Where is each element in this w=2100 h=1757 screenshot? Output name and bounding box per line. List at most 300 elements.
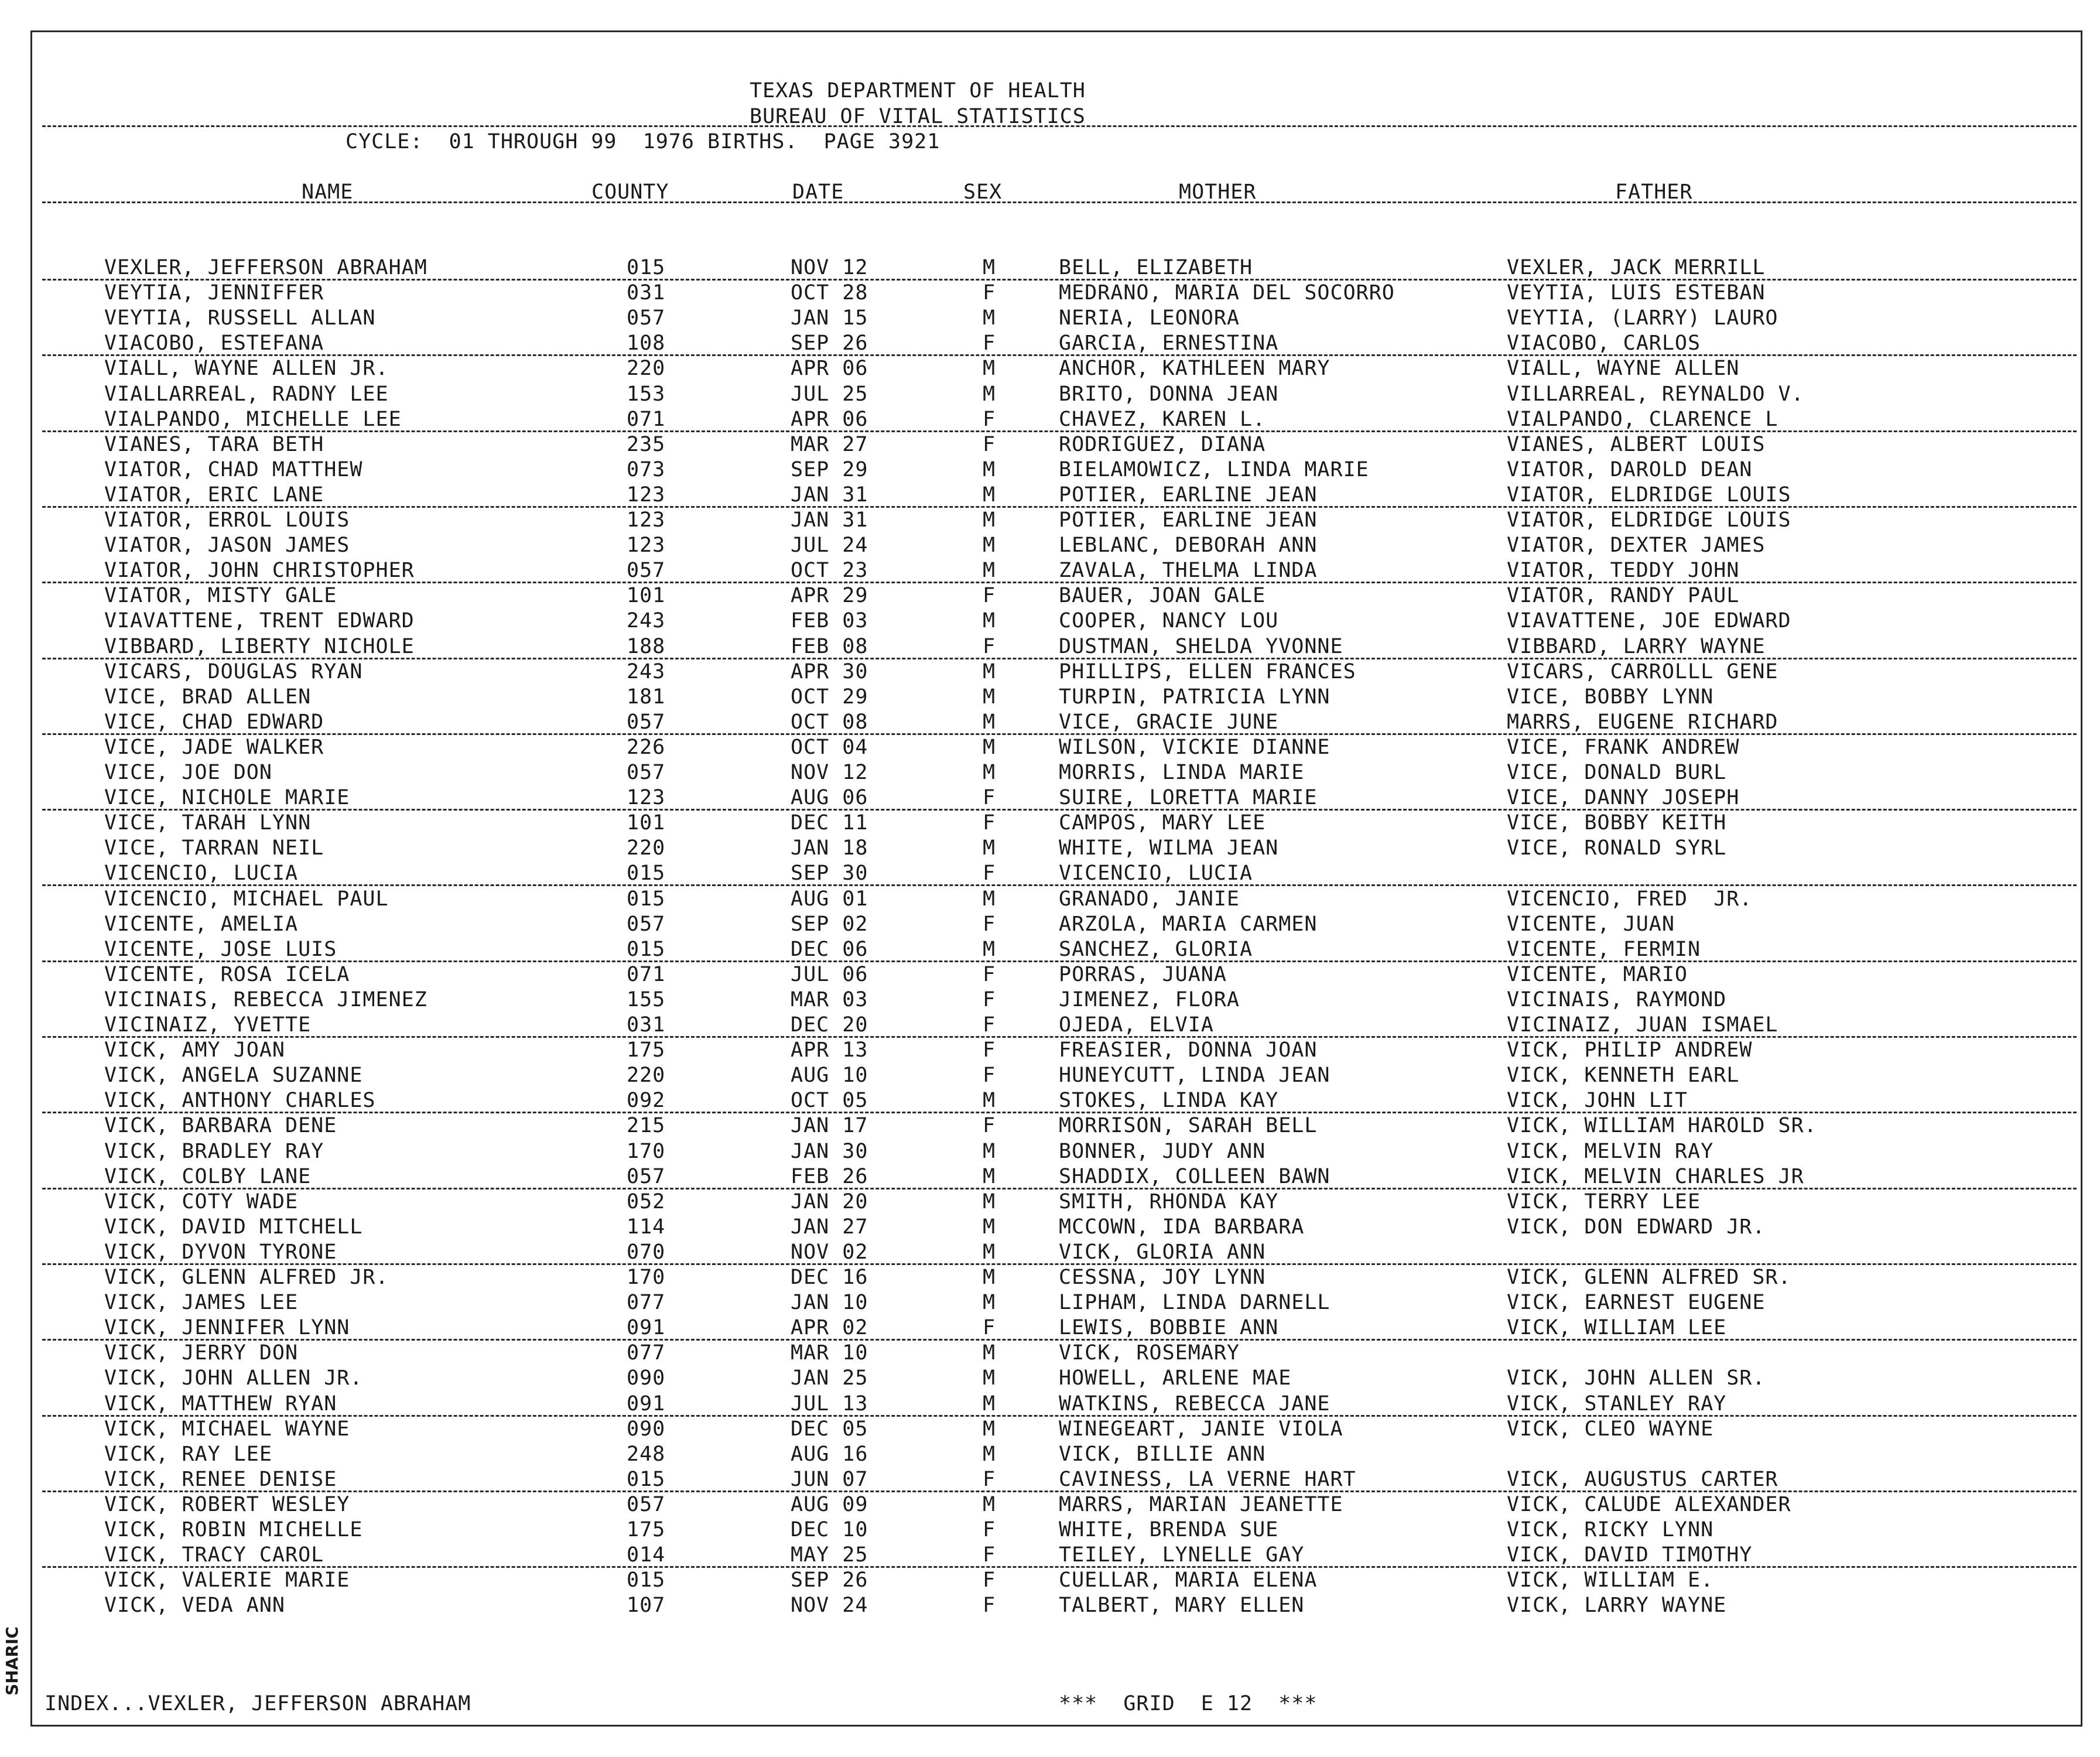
cell-father: VIALPANDO, CLARENCE L [1507, 408, 1778, 431]
cell-sex: F [983, 1468, 996, 1491]
cell-county: 091 [627, 1392, 666, 1416]
cell-father: VIATOR, RANDY PAUL [1507, 584, 1740, 607]
cell-name: VICENTE, ROSA ICELA [104, 963, 350, 986]
table-row [0, 355, 2100, 381]
cell-sex: M [983, 660, 996, 683]
cell-sex: M [983, 1392, 996, 1416]
table-row [0, 1441, 2100, 1467]
table-row [0, 1315, 2100, 1341]
grid-footer: *** GRID E 12 *** [1059, 1692, 1318, 1715]
table-row [0, 381, 2100, 407]
cell-father: VICK, KENNETH EARL [1507, 1064, 1740, 1087]
cell-father: VIANES, ALBERT LOUIS [1507, 433, 1766, 456]
cell-sex: M [983, 1140, 996, 1163]
cell-mother: BIELAMOWICZ, LINDA MARIE [1059, 458, 1369, 481]
cell-date: JAN 25 [791, 1366, 868, 1390]
table-row [0, 255, 2100, 281]
cell-date: SEP 26 [791, 1568, 868, 1592]
column-header-father: FATHER [1615, 180, 1693, 204]
cell-sex: M [983, 1341, 996, 1365]
cell-name: VICK, BARBARA DENE [104, 1114, 337, 1137]
cell-father: VICK, DAVID TIMOTHY [1507, 1543, 1753, 1567]
cell-county: 052 [627, 1190, 666, 1214]
cell-sex: F [983, 988, 996, 1011]
cell-name: VICK, MATTHEW RYAN [104, 1392, 337, 1416]
cell-date: AUG 09 [791, 1493, 868, 1516]
cell-mother: FREASIER, DONNA JOAN [1059, 1038, 1318, 1062]
cell-sex: M [983, 458, 996, 481]
cell-mother: ANCHOR, KATHLEEN MARY [1059, 357, 1331, 380]
cell-county: 057 [627, 710, 666, 734]
table-row [0, 835, 2100, 861]
cell-county: 123 [627, 534, 666, 557]
cell-county: 101 [627, 584, 666, 607]
cell-mother: LEWIS, BOBBIE ANN [1059, 1316, 1279, 1339]
cell-date: AUG 16 [791, 1442, 868, 1466]
cell-father: VIACOBO, CARLOS [1507, 331, 1701, 355]
cell-sex: M [983, 685, 996, 709]
cell-mother: MORRISON, SARAH BELL [1059, 1114, 1318, 1137]
cell-sex: F [983, 1064, 996, 1087]
cell-father: VICK, DON EDWARD JR. [1507, 1215, 1766, 1239]
cell-county: 243 [627, 609, 666, 633]
cell-date: AUG 06 [791, 786, 868, 809]
cell-county: 071 [627, 408, 666, 431]
cell-county: 235 [627, 433, 666, 456]
table-row [0, 911, 2100, 937]
cell-county: 015 [627, 1568, 666, 1592]
cell-sex: F [983, 1013, 996, 1037]
cell-father: VICE, RONALD SYRL [1507, 836, 1727, 860]
cell-father: VIALL, WAYNE ALLEN [1507, 357, 1740, 380]
cell-name: VEXLER, JEFFERSON ABRAHAM [104, 256, 427, 279]
cell-father: VICK, GLENN ALFRED SR. [1507, 1266, 1791, 1289]
cell-date: FEB 26 [791, 1165, 868, 1188]
cell-mother: GRANADO, JANIE [1059, 887, 1240, 911]
cell-date: MAR 03 [791, 988, 868, 1011]
table-row [0, 1037, 2100, 1063]
cell-father: VICK, LARRY WAYNE [1507, 1594, 1727, 1617]
cell-mother: WHITE, BRENDA SUE [1059, 1518, 1279, 1541]
cell-date: NOV 24 [791, 1594, 868, 1617]
cell-date: JUL 13 [791, 1392, 868, 1416]
dept-title: TEXAS DEPARTMENT OF HEALTH [750, 79, 1086, 102]
table-row [0, 886, 2100, 912]
cell-county: 057 [627, 912, 666, 936]
cell-name: VIAVATTENE, TRENT EDWARD [104, 609, 415, 633]
cell-father: VICK, WILLIAM HAROLD SR. [1507, 1114, 1817, 1137]
cell-mother: VICK, BILLIE ANN [1059, 1442, 1266, 1466]
cell-county: 108 [627, 331, 666, 355]
cell-name: VICENCIO, LUCIA [104, 862, 299, 885]
cell-sex: F [983, 408, 996, 431]
table-row [0, 1542, 2100, 1568]
cell-mother: GARCIA, ERNESTINA [1059, 331, 1279, 355]
cell-sex: M [983, 1366, 996, 1390]
cell-father: VEYTIA, LUIS ESTEBAN [1507, 281, 1766, 305]
cell-county: 226 [627, 736, 666, 759]
cell-mother: MCCOWN, IDA BARBARA [1059, 1215, 1305, 1239]
cell-mother: MORRIS, LINDA MARIE [1059, 761, 1305, 784]
cell-sex: M [983, 382, 996, 406]
table-row [0, 1189, 2100, 1215]
cell-county: 090 [627, 1417, 666, 1441]
cell-mother: WATKINS, REBECCA JANE [1059, 1392, 1331, 1416]
table-row [0, 860, 2100, 886]
cell-father: VILLARREAL, REYNALDO V. [1507, 382, 1804, 406]
cell-date: OCT 08 [791, 710, 868, 734]
cell-father: VICENTE, MARIO [1507, 963, 1688, 986]
cell-date: FEB 08 [791, 635, 868, 658]
cell-name: VICENTE, JOSE LUIS [104, 938, 337, 961]
cell-name: VIACOBO, ESTEFANA [104, 331, 324, 355]
table-row [0, 406, 2100, 432]
cell-mother: WINEGEART, JANIE VIOLA [1059, 1417, 1343, 1441]
cell-date: MAR 27 [791, 433, 868, 456]
cell-father: VIBBARD, LARRY WAYNE [1507, 635, 1766, 658]
cell-county: 014 [627, 1543, 666, 1567]
cell-name: VICK, ROBERT WESLEY [104, 1493, 350, 1516]
table-row [0, 785, 2100, 811]
column-header-name: NAME [302, 180, 354, 204]
cell-name: VICK, JERRY DON [104, 1341, 299, 1365]
cell-county: 092 [627, 1089, 666, 1112]
cell-father: VIATOR, ELDRIDGE LOUIS [1507, 483, 1791, 507]
cell-name: VICE, JADE WALKER [104, 736, 324, 759]
table-row [0, 1517, 2100, 1543]
cell-county: 057 [627, 306, 666, 330]
cell-mother: OJEDA, ELVIA [1059, 1013, 1214, 1037]
cell-date: AUG 10 [791, 1064, 868, 1087]
cell-mother: SUIRE, LORETTA MARIE [1059, 786, 1318, 809]
cell-date: JAN 10 [791, 1291, 868, 1314]
cell-name: VICE, CHAD EDWARD [104, 710, 324, 734]
cell-date: AUG 01 [791, 887, 868, 911]
cell-father: VICENTE, JUAN [1507, 912, 1675, 936]
cell-mother: VICK, ROSEMARY [1059, 1341, 1240, 1365]
cell-sex: F [983, 963, 996, 986]
cell-father: VIATOR, TEDDY JOHN [1507, 559, 1740, 582]
cell-mother: WHITE, WILMA JEAN [1059, 836, 1279, 860]
table-row [0, 1467, 2100, 1492]
cell-sex: M [983, 1089, 996, 1112]
cell-county: 101 [627, 811, 666, 835]
cell-name: VICE, TARRAN NEIL [104, 836, 324, 860]
cell-county: 243 [627, 660, 666, 683]
cell-sex: M [983, 609, 996, 633]
cell-county: 015 [627, 1468, 666, 1491]
cell-mother: POTIER, EARLINE JEAN [1059, 483, 1318, 507]
cell-county: 090 [627, 1366, 666, 1390]
table-row [0, 1592, 2100, 1618]
table-row [0, 962, 2100, 987]
cell-date: JUL 24 [791, 534, 868, 557]
cell-county: 091 [627, 1316, 666, 1339]
cell-father: VICK, RICKY LYNN [1507, 1518, 1714, 1541]
cell-county: 220 [627, 836, 666, 860]
cell-father: VICK, WILLIAM E. [1507, 1568, 1714, 1592]
cell-county: 123 [627, 508, 666, 532]
cell-mother: MEDRANO, MARIA DEL SOCORRO [1059, 281, 1395, 305]
table-row [0, 1012, 2100, 1038]
cell-mother: CAVINESS, LA VERNE HART [1059, 1468, 1356, 1491]
cell-name: VICK, DAVID MITCHELL [104, 1215, 363, 1239]
cell-mother: MARRS, MARIAN JEANETTE [1059, 1493, 1343, 1516]
table-row [0, 457, 2100, 483]
table-row [0, 608, 2100, 634]
table-row [0, 280, 2100, 306]
cell-sex: M [983, 306, 996, 330]
cell-date: NOV 02 [791, 1240, 868, 1264]
cell-father: VICK, AUGUSTUS CARTER [1507, 1468, 1778, 1491]
table-row [0, 1062, 2100, 1088]
cell-sex: M [983, 1291, 996, 1314]
cell-name: VICK, TRACY CAROL [104, 1543, 324, 1567]
cell-sex: F [983, 584, 996, 607]
cell-father: VICE, FRANK ANDREW [1507, 736, 1740, 759]
table-row [0, 734, 2100, 760]
cell-mother: BAUER, JOAN GALE [1059, 584, 1266, 607]
cell-county: 057 [627, 1493, 666, 1516]
cell-date: APR 29 [791, 584, 868, 607]
cell-name: VICK, ANTHONY CHARLES [104, 1089, 376, 1112]
cell-name: VICINAIS, REBECCA JIMENEZ [104, 988, 427, 1011]
cell-sex: M [983, 736, 996, 759]
cell-father: VICINAIS, RAYMOND [1507, 988, 1727, 1011]
cell-father: VICK, JOHN ALLEN SR. [1507, 1366, 1766, 1390]
cell-mother: BELL, ELIZABETH [1059, 256, 1253, 279]
cell-sex: F [983, 635, 996, 658]
cell-father: VICK, TERRY LEE [1507, 1190, 1701, 1214]
table-row [0, 936, 2100, 962]
table-row [0, 1391, 2100, 1417]
table-row [0, 507, 2100, 533]
cell-date: DEC 16 [791, 1266, 868, 1289]
table-row [0, 305, 2100, 331]
column-header-rule [42, 201, 2077, 203]
table-row [0, 659, 2100, 685]
cell-sex: F [983, 331, 996, 355]
table-row [0, 634, 2100, 659]
table-row [0, 1239, 2100, 1265]
cell-date: APR 06 [791, 408, 868, 431]
index-footer: INDEX...VEXLER, JEFFERSON ABRAHAM [45, 1692, 471, 1715]
cell-date: APR 02 [791, 1316, 868, 1339]
cell-sex: F [983, 786, 996, 809]
cell-mother: ZAVALA, THELMA LINDA [1059, 559, 1318, 582]
table-row [0, 1567, 2100, 1593]
cell-sex: M [983, 256, 996, 279]
cell-name: VICE, NICHOLE MARIE [104, 786, 350, 809]
cell-county: 107 [627, 1594, 666, 1617]
cell-sex: F [983, 862, 996, 885]
cell-county: 070 [627, 1240, 666, 1264]
cell-date: JUN 07 [791, 1468, 868, 1491]
cell-name: VIALPANDO, MICHELLE LEE [104, 408, 402, 431]
cell-name: VEYTIA, RUSSELL ALLAN [104, 306, 376, 330]
cell-mother: RODRIGUEZ, DIANA [1059, 433, 1266, 456]
cell-sex: F [983, 1316, 996, 1339]
table-row [0, 1139, 2100, 1164]
cell-mother: TALBERT, MARY ELLEN [1059, 1594, 1305, 1617]
cell-sex: M [983, 1215, 996, 1239]
cell-date: SEP 29 [791, 458, 868, 481]
table-row [0, 1088, 2100, 1113]
cell-date: DEC 11 [791, 811, 868, 835]
cell-sex: M [983, 836, 996, 860]
cell-county: 175 [627, 1518, 666, 1541]
cell-name: VICK, COLBY LANE [104, 1165, 312, 1188]
cell-name: VICINAIZ, YVETTE [104, 1013, 312, 1037]
cell-mother: SHADDIX, COLLEEN BAWN [1059, 1165, 1331, 1188]
cell-sex: M [983, 1493, 996, 1516]
cell-county: 188 [627, 635, 666, 658]
table-row [0, 760, 2100, 785]
cell-name: VICK, GLENN ALFRED JR. [104, 1266, 389, 1289]
cell-mother: CAMPOS, MARY LEE [1059, 811, 1266, 835]
cell-date: OCT 05 [791, 1089, 868, 1112]
cell-mother: VICE, GRACIE JUNE [1059, 710, 1279, 734]
cell-father: VICK, MELVIN RAY [1507, 1140, 1714, 1163]
cell-mother: VICK, GLORIA ANN [1059, 1240, 1266, 1264]
cell-name: VIATOR, MISTY GALE [104, 584, 337, 607]
cell-father: VICENTE, FERMIN [1507, 938, 1701, 961]
cell-date: OCT 04 [791, 736, 868, 759]
table-row [0, 709, 2100, 735]
cell-mother: WILSON, VICKIE DIANNE [1059, 736, 1331, 759]
cell-date: DEC 06 [791, 938, 868, 961]
cell-sex: M [983, 534, 996, 557]
cell-name: VIATOR, CHAD MATTHEW [104, 458, 363, 481]
cell-date: JAN 27 [791, 1215, 868, 1239]
cell-father: VIATOR, DEXTER JAMES [1507, 534, 1766, 557]
cell-name: VICK, RENEE DENISE [104, 1468, 337, 1491]
cell-father: VIATOR, ELDRIDGE LOUIS [1507, 508, 1791, 532]
cell-name: VEYTIA, JENNIFFER [104, 281, 324, 305]
cell-father: VICK, EARNEST EUGENE [1507, 1291, 1766, 1314]
cell-name: VIATOR, ERIC LANE [104, 483, 324, 507]
cell-county: 073 [627, 458, 666, 481]
cell-mother: SANCHEZ, GLORIA [1059, 938, 1253, 961]
cell-date: NOV 12 [791, 761, 868, 784]
cell-county: 071 [627, 963, 666, 986]
cell-name: VIALLARREAL, RADNY LEE [104, 382, 389, 406]
table-row [0, 583, 2100, 609]
table-row [0, 482, 2100, 508]
cell-sex: F [983, 1543, 996, 1567]
cell-sex: F [983, 811, 996, 835]
cell-sex: F [983, 1038, 996, 1062]
cell-mother: HUNEYCUTT, LINDA JEAN [1059, 1064, 1331, 1087]
cell-county: 057 [627, 761, 666, 784]
bureau-title: BUREAU OF VITAL STATISTICS [750, 105, 1086, 128]
cell-name: VICK, JAMES LEE [104, 1291, 299, 1314]
cell-sex: F [983, 281, 996, 305]
cell-mother: PORRAS, JUANA [1059, 963, 1227, 986]
column-header-date: DATE [792, 180, 844, 204]
cell-sex: M [983, 938, 996, 961]
cell-sex: M [983, 761, 996, 784]
cell-name: VICE, TARAH LYNN [104, 811, 312, 835]
cell-sex: M [983, 1417, 996, 1441]
cell-county: 031 [627, 281, 666, 305]
cell-date: DEC 20 [791, 1013, 868, 1037]
cell-date: DEC 05 [791, 1417, 868, 1441]
cell-mother: PHILLIPS, ELLEN FRANCES [1059, 660, 1356, 683]
cell-name: VICENCIO, MICHAEL PAUL [104, 887, 389, 911]
table-row [0, 1264, 2100, 1290]
cell-mother: JIMENEZ, FLORA [1059, 988, 1240, 1011]
cell-sex: M [983, 710, 996, 734]
cell-date: JAN 18 [791, 836, 868, 860]
cell-sex: M [983, 508, 996, 532]
cell-father: VICK, CLEO WAYNE [1507, 1417, 1714, 1441]
cell-county: 155 [627, 988, 666, 1011]
cell-date: OCT 23 [791, 559, 868, 582]
table-row [0, 1340, 2100, 1366]
cell-father: VIATOR, DAROLD DEAN [1507, 458, 1753, 481]
cell-date: JAN 31 [791, 483, 868, 507]
cell-county: 248 [627, 1442, 666, 1466]
cell-sex: F [983, 1518, 996, 1541]
cell-county: 114 [627, 1215, 666, 1239]
cell-father: VICK, STANLEY RAY [1507, 1392, 1727, 1416]
cell-name: VICK, JOHN ALLEN JR. [104, 1366, 363, 1390]
cell-sex: M [983, 1266, 996, 1289]
cell-date: JUL 06 [791, 963, 868, 986]
cell-name: VIATOR, JOHN CHRISTOPHER [104, 559, 415, 582]
table-row [0, 558, 2100, 583]
cell-date: JAN 30 [791, 1140, 868, 1163]
cell-date: NOV 12 [791, 256, 868, 279]
cell-date: DEC 10 [791, 1518, 868, 1541]
cell-county: 123 [627, 786, 666, 809]
cell-father: VICE, BOBBY KEITH [1507, 811, 1727, 835]
cell-sex: M [983, 559, 996, 582]
cell-date: SEP 02 [791, 912, 868, 936]
cell-father: VEYTIA, (LARRY) LAURO [1507, 306, 1778, 330]
cell-name: VICK, BRADLEY RAY [104, 1140, 324, 1163]
cell-mother: POTIER, EARLINE JEAN [1059, 508, 1318, 532]
cell-county: 031 [627, 1013, 666, 1037]
cell-sex: F [983, 433, 996, 456]
cell-name: VIATOR, ERROL LOUIS [104, 508, 350, 532]
cell-father: VEXLER, JACK MERRILL [1507, 256, 1766, 279]
table-row [0, 1492, 2100, 1517]
cell-name: VIBBARD, LIBERTY NICHOLE [104, 635, 415, 658]
table-row [0, 987, 2100, 1013]
cell-date: OCT 28 [791, 281, 868, 305]
cell-father: VICE, BOBBY LYNN [1507, 685, 1714, 709]
cell-name: VICK, DYVON TYRONE [104, 1240, 337, 1264]
cell-county: 057 [627, 559, 666, 582]
cell-county: 175 [627, 1038, 666, 1062]
cell-county: 123 [627, 483, 666, 507]
cell-county: 057 [627, 1165, 666, 1188]
cell-date: JAN 20 [791, 1190, 868, 1214]
cell-name: VICK, MICHAEL WAYNE [104, 1417, 350, 1441]
cell-sex: M [983, 483, 996, 507]
cell-date: SEP 26 [791, 331, 868, 355]
table-row [0, 1164, 2100, 1189]
header-rule [42, 125, 2077, 127]
cell-county: 170 [627, 1140, 666, 1163]
cell-date: JAN 31 [791, 508, 868, 532]
cell-sex: F [983, 912, 996, 936]
cell-date: MAY 25 [791, 1543, 868, 1567]
table-row [0, 1214, 2100, 1240]
cell-mother: HOWELL, ARLENE MAE [1059, 1366, 1292, 1390]
